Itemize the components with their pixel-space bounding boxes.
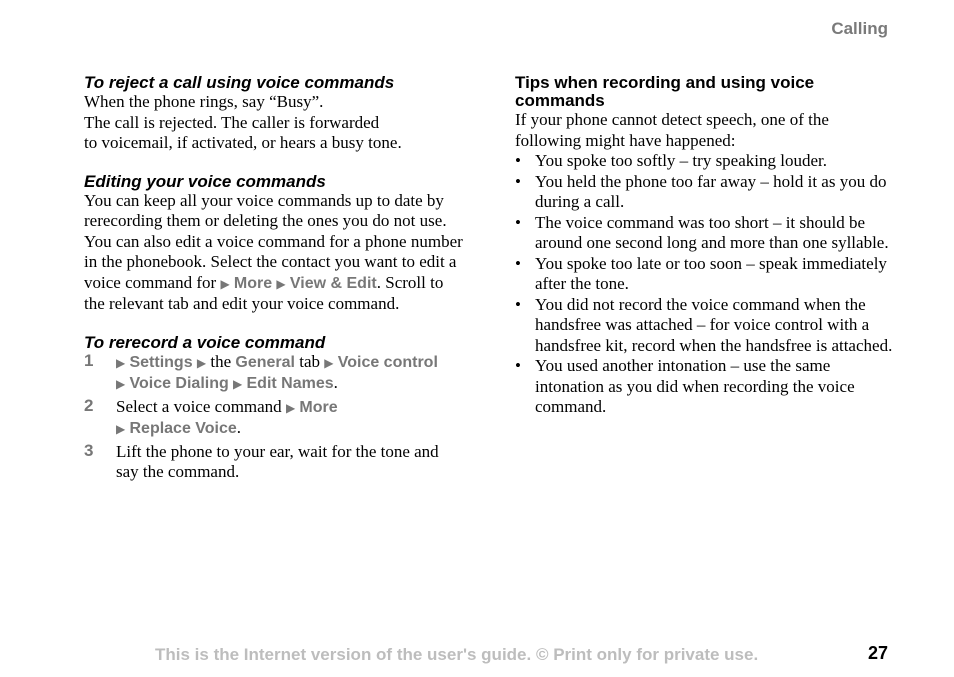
right-triangle-icon: ▶: [116, 377, 126, 391]
menu-voice-dialing: Voice Dialing: [129, 375, 229, 392]
editing-heading: Editing your voice commands: [84, 171, 326, 191]
tips-list: [515, 151, 895, 418]
step-end: .: [333, 373, 338, 392]
right-triangle-icon: ▶: [285, 400, 296, 415]
menu-general: General: [235, 353, 295, 371]
step-text: Lift the phone to your ear, wait for the tone and say the command.: [116, 441, 439, 481]
menu-view-edit: View & Edit: [289, 274, 377, 292]
reject-line-2: The call is rejected. The caller is forwarded: [84, 112, 380, 132]
tip-item: • You spoke too softly – try speaking louder.: [515, 151, 895, 172]
menu-more: More: [233, 274, 273, 292]
reject-heading: To reject a call using voice commands: [84, 73, 395, 92]
menu-settings: Settings: [129, 353, 193, 371]
step-number: 3: [84, 440, 94, 460]
right-triangle-icon: ▶: [196, 355, 207, 370]
editing-text-2: . Scroll to the relevant tab and edit your voice command.: [84, 272, 444, 313]
rerecord-heading: To rerecord a voice command: [84, 332, 326, 352]
menu-edit-names: Edit Names: [246, 375, 334, 392]
right-triangle-icon: ▶: [233, 377, 243, 391]
menu-voice-control: Voice control: [337, 353, 438, 371]
step-3: [84, 442, 464, 483]
step-text: tab: [299, 351, 320, 371]
tip-item: • You held the phone too far away – hold it as you do during a call.: [515, 172, 895, 213]
page-number: 27: [867, 643, 888, 663]
tips-intro: If your phone cannot detect speech, one of the following might have happened:: [515, 110, 829, 150]
tip-item: • You used another intonation – use the same intonation as you did when recording the voice command.: [515, 356, 895, 418]
right-triangle-icon: ▶: [220, 276, 230, 291]
reject-line-1: When the phone rings, say “Busy”.: [84, 92, 324, 111]
footer-note: This is the Internet version of the user's guide. © Print only for private use.: [155, 645, 759, 664]
right-column: [515, 74, 895, 418]
step-text: the: [210, 351, 232, 371]
right-triangle-icon: ▶: [324, 355, 334, 370]
step-text: Select a voice command: [116, 396, 282, 416]
menu-replace-voice: Replace Voice: [129, 420, 237, 437]
right-triangle-icon: ▶: [276, 276, 286, 291]
left-column: [84, 74, 464, 485]
tip-item: • You did not record the voice command when the handsfree was attached – for voice control with a handsfree kit, record when the handsfree is attached.: [515, 295, 895, 357]
editing-paragraph: [84, 191, 464, 315]
tips-heading: Tips when recording and using voice commands: [515, 73, 815, 110]
step-number: 2: [84, 395, 94, 415]
tip-item: • You spoke too late or too soon – speak immediately after the tone.: [515, 254, 895, 295]
right-triangle-icon: ▶: [116, 422, 126, 436]
step-1: [84, 352, 464, 395]
editing-text-1: You can keep all your voice commands up to date by rerecording them or deleting the ones you do not use. You can also edit a voice command for a phone number in the phonebook. Select the contact you want to edit a voice command for: [84, 190, 463, 292]
menu-more: More: [299, 398, 338, 416]
rerecord-steps: [84, 352, 464, 483]
reject-line-3: to voicemail, if activated, or hears a busy tone.: [84, 133, 402, 152]
step-2: [84, 397, 464, 440]
section-label: Calling: [831, 19, 888, 38]
tip-item: • The voice command was too short – it should be around one second long and more than one syllable.: [515, 213, 895, 254]
step-number: 1: [84, 350, 94, 370]
right-triangle-icon: ▶: [116, 355, 126, 370]
step-end: .: [236, 418, 242, 437]
